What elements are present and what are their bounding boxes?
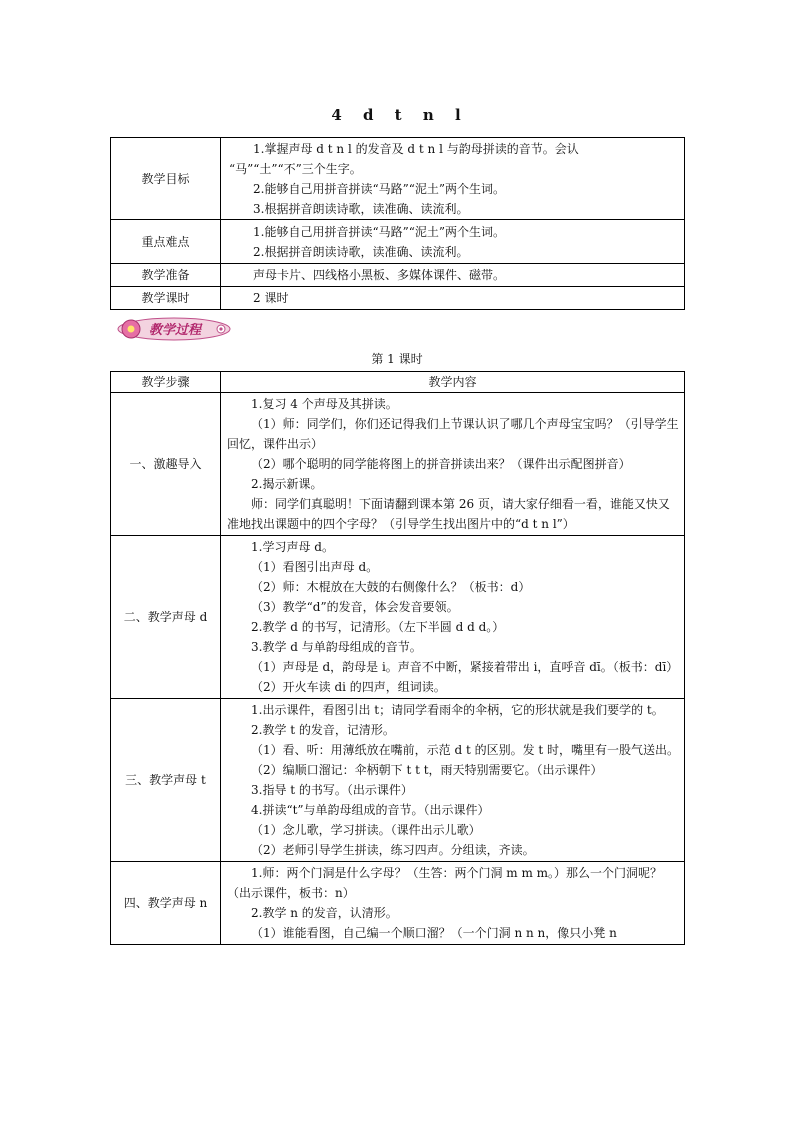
table-row: [111, 264, 685, 287]
step-content: [221, 393, 685, 536]
paragraph: （1）谁能看图，自己编一个顺口溜？（一个门洞 n n n，像只小凳 n: [251, 926, 617, 940]
info-table: [110, 137, 685, 310]
step-label: 一、激趣导入: [111, 393, 221, 536]
paragraph: 3.指导 t 的书写。（出示课件）: [251, 783, 413, 797]
row-label: 教学课时: [111, 287, 221, 310]
paragraph: 2.教学 n 的发音，认清形。: [251, 906, 398, 920]
paragraph: 1.出示课件，看图引出 t；请同学看雨伞的伞柄，它的形状就是我们要学的 t。: [251, 703, 664, 717]
paragraph: 2.揭示新课。: [251, 477, 323, 491]
column-header: 教学步骤: [111, 372, 221, 393]
paragraph: 1.学习声母 d。: [251, 540, 334, 554]
paragraph: 4.拼读“t”与单韵母组成的音节。（出示课件）: [251, 803, 490, 817]
paragraph: （1）看图引出声母 d。: [251, 560, 379, 574]
paragraph: （2）哪个聪明的同学能将图上的拼音拼读出来？（课件出示配图拼音）: [251, 457, 631, 471]
paragraph: （2）开火车读 di 的四声，组词读。: [251, 680, 446, 694]
paragraph: 3.教学 d 与单韵母组成的音节。: [251, 640, 422, 654]
step-label: 二、教学声母 d: [111, 536, 221, 699]
row-label: 重点难点: [111, 220, 221, 264]
paragraph: （1）念儿歌，学习拼读。（课件出示儿歌）: [251, 823, 481, 837]
paragraph: 1.师：两个门洞是什么字母？（生答：两个门洞 m m m。）那么一个门洞呢？（出示课件，板书：n）: [227, 866, 663, 900]
paragraph: （1）看、听：用薄纸放在嘴前，示范 d t 的区别。发 t 时，嘴里有一股气送出。: [251, 743, 680, 757]
paragraph: 2.教学 t 的发音，记清形。: [251, 723, 395, 737]
paragraph: 师：同学们真聪明！下面请翻到课本第 26 页，请大家仔细看一看，谁能又快又准地找出课题中的四个字母？（引导学生找出图片中的“d t n l”）: [227, 497, 670, 531]
page-title: 4 d t n l: [331, 106, 463, 124]
step-content: [221, 862, 685, 945]
row-content: [221, 264, 685, 287]
dot-center: [219, 327, 222, 330]
row-label: 教学准备: [111, 264, 221, 287]
row-content: [221, 220, 685, 264]
paragraph: （2）编顺口溜记：伞柄朝下 t t t，雨天特别需要它。（出示课件）: [251, 763, 603, 777]
row-content: [221, 138, 685, 220]
paragraph: （1）师：同学们，你们还记得我们上节课认识了哪几个声母宝宝吗？（引导学生回忆，课件出示）: [227, 417, 679, 451]
column-header: 教学内容: [221, 372, 685, 393]
paragraph: 1.复习 4 个声母及其拼读。: [251, 397, 398, 411]
flower-center: [128, 326, 135, 333]
step-label: 四、教学声母 n: [111, 862, 221, 945]
text-line: 2 课时: [253, 291, 289, 305]
step-label: 三、教学声母 t: [111, 699, 221, 862]
process-table: [110, 371, 685, 945]
step-content: [221, 536, 685, 699]
paragraph: （2）师：木棍放在大鼓的右侧像什么？（板书：d）: [251, 580, 531, 594]
text-line: 1.掌握声母 d t n l 的发音及 d t n l 与韵母拼读的音节。会认: [253, 141, 579, 156]
lesson-title: 第 1 课时: [371, 352, 423, 366]
table-row: [111, 536, 685, 699]
text-line: 2.能够自己用拼音拼读“马路”“泥土”两个生词。: [253, 181, 505, 196]
paragraph: （3）教学“d”的发音，体会发音要领。: [251, 600, 459, 614]
table-row: [111, 393, 685, 536]
row-label: 教学目标: [111, 138, 221, 220]
banner-text: 教学过程: [148, 323, 202, 338]
paragraph: （1）声母是 d，韵母是 i。声音不中断，紧接着带出 i，直呼音 dī。（板书：dī）: [251, 660, 679, 674]
teaching-process-banner: [117, 316, 232, 342]
step-content: [221, 699, 685, 862]
table-row: [111, 220, 685, 264]
text-line: 2.根据拼音朗读诗歌，读准确、读流利。: [253, 244, 469, 259]
text-line: 1.能够自己用拼音拼读“马路”“泥土”两个生词。: [253, 224, 505, 239]
text-line: 声母卡片、四线格小黑板、多媒体课件、磁带。: [253, 268, 506, 282]
text-line: 3.根据拼音朗读诗歌，读准确、读流利。: [253, 201, 469, 216]
table-row: [111, 699, 685, 862]
table-header-row: [111, 372, 685, 393]
text-line: “马”“土”“不”三个生字。: [229, 161, 362, 176]
table-row: [111, 138, 685, 220]
paragraph: 2.教学 d 的书写，记清形。（左下半圆 d d d。）: [251, 620, 505, 634]
table-row: [111, 287, 685, 310]
paragraph: （2）老师引导学生拼读，练习四声。分组读，齐读。: [251, 843, 535, 857]
row-content: [221, 287, 685, 310]
table-row: [111, 862, 685, 945]
